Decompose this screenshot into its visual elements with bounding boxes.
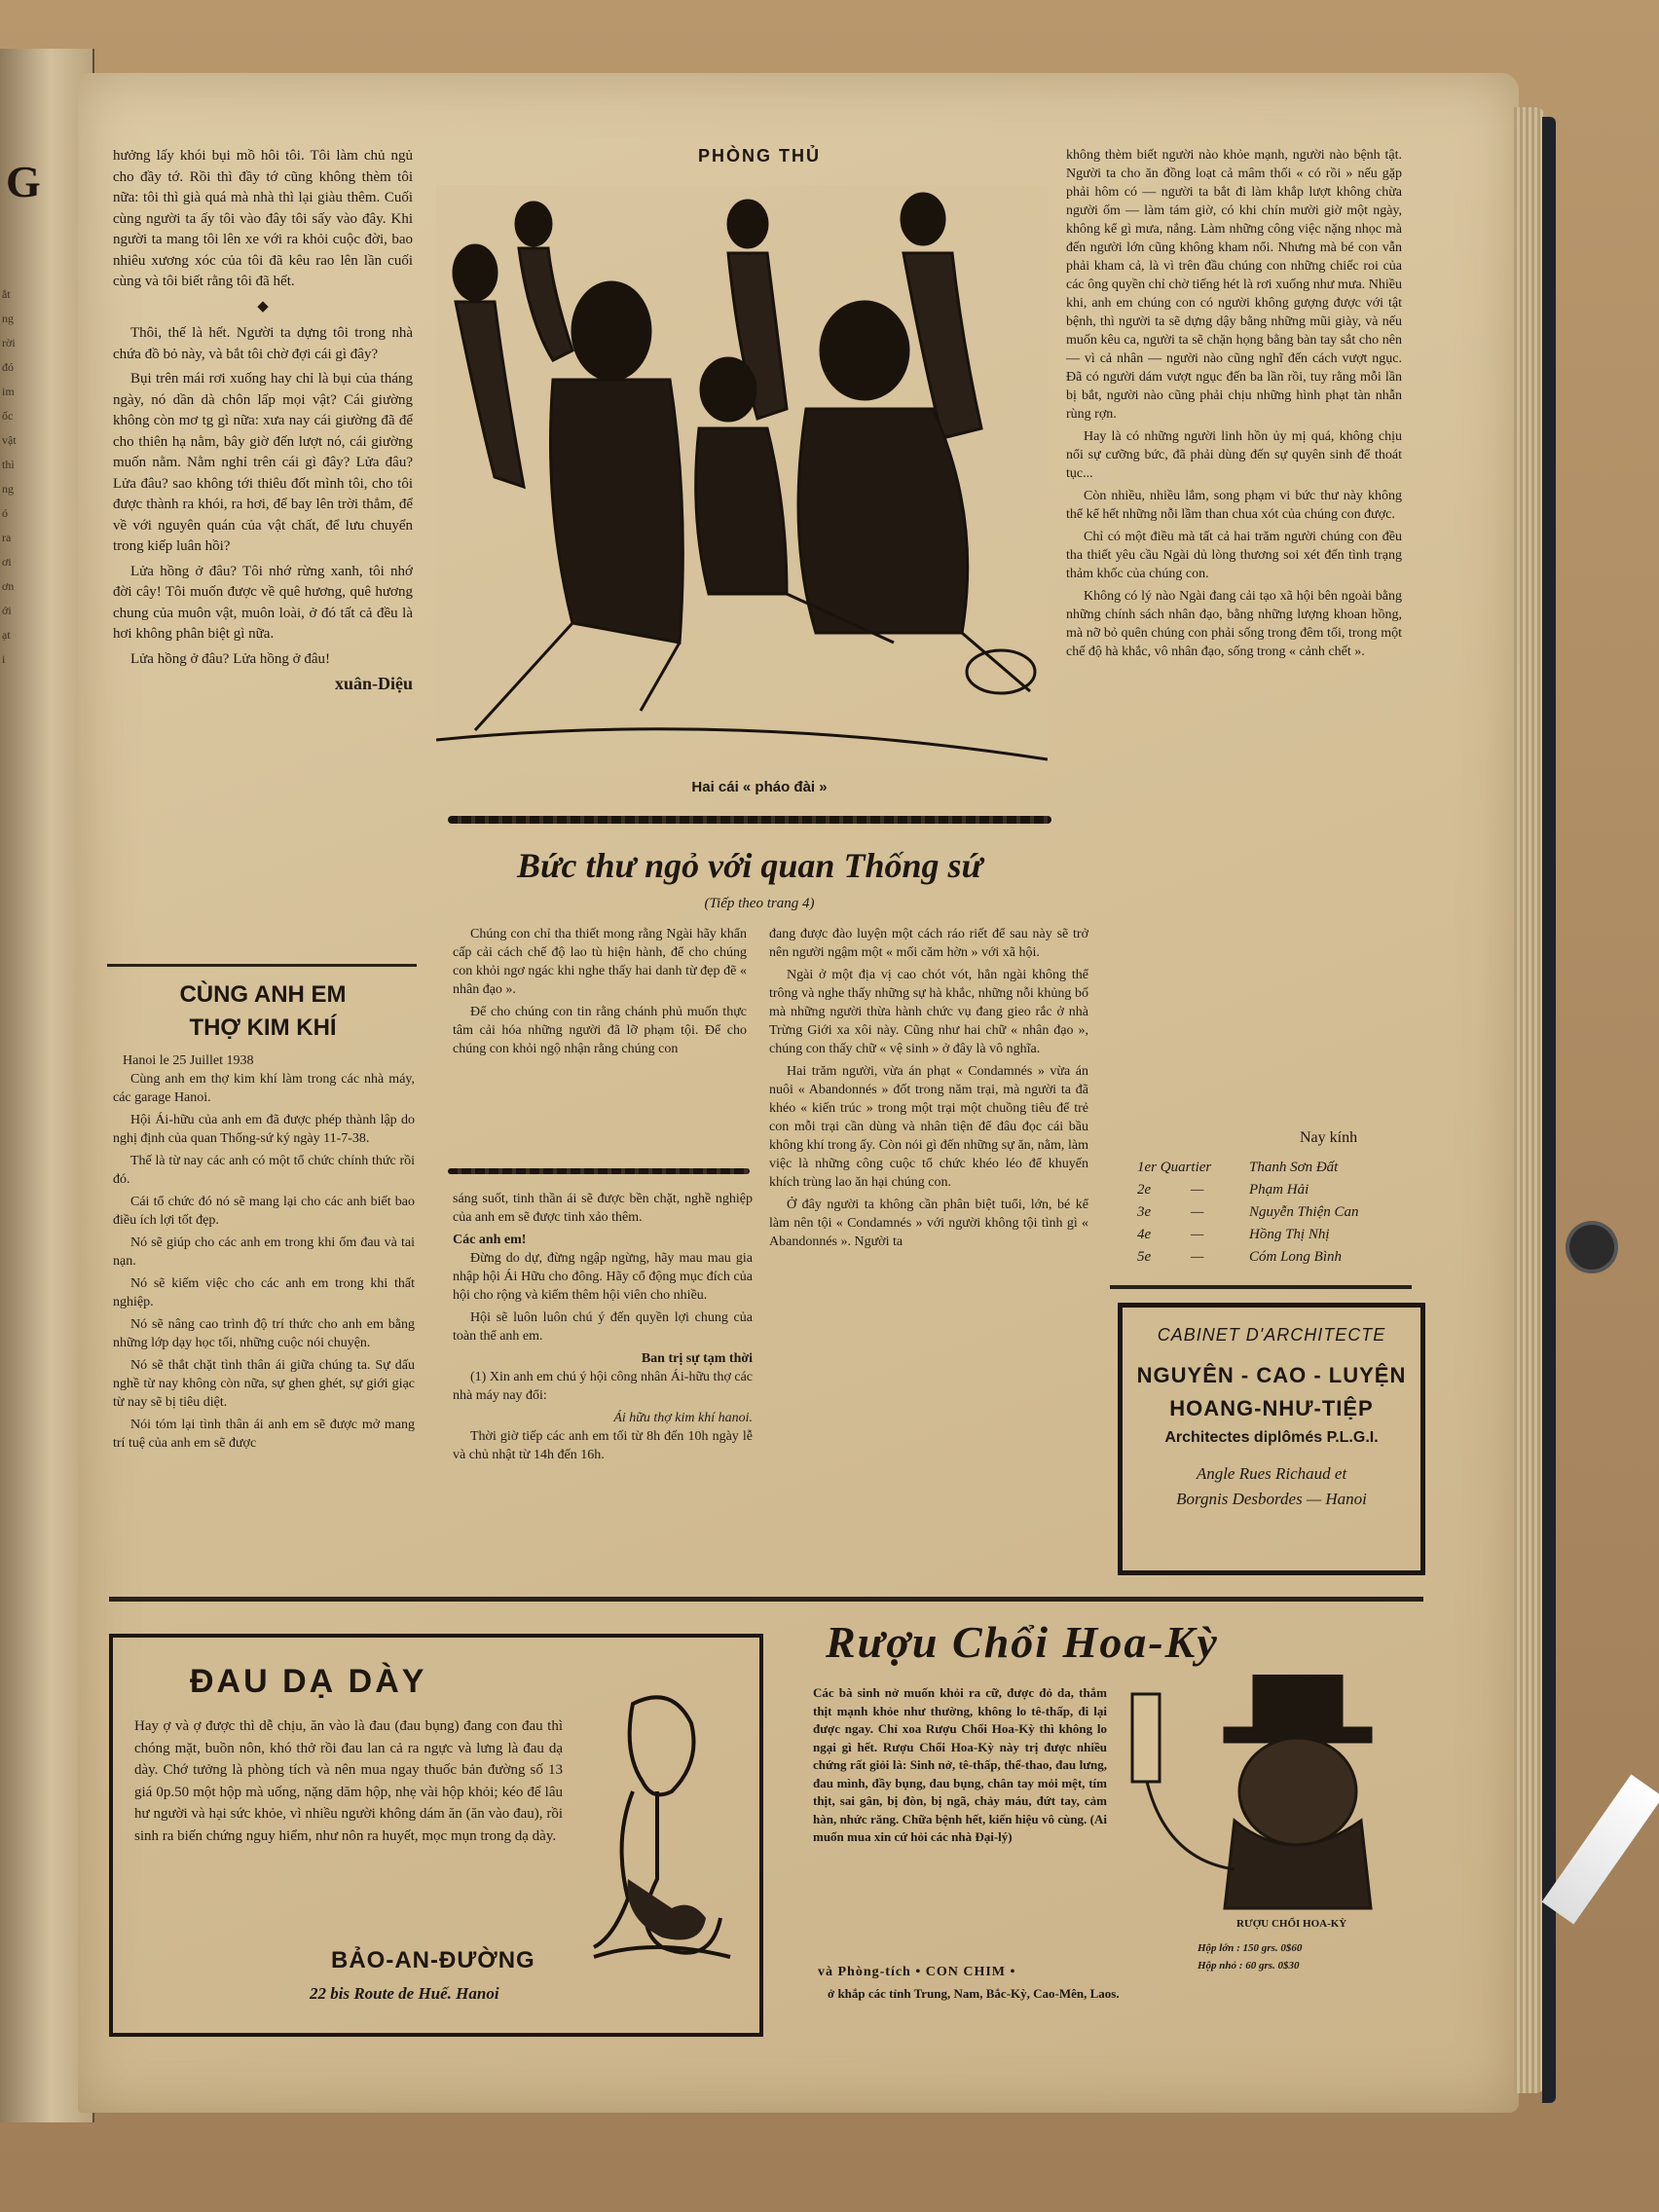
- signer-dash: —: [1191, 1227, 1204, 1242]
- prose-signature: xuân-Diệu: [334, 674, 413, 693]
- architect-line1: CABINET D'ARCHITECTE: [1157, 1325, 1386, 1345]
- letter-paragraph: Chúng con chỉ tha thiết mong rằng Ngài hãy khẩn cấp cải cách chế độ lao tù hiện hành, để cho chúng con khỏi ngơ ngác khi nghe thấy hai danh từ đẹp đẽ « nhân đạo ».: [453, 927, 747, 997]
- kimkhi-title-line2: THỢ KIM KHÍ: [189, 1014, 337, 1041]
- prose-paragraph: Thôi, thế là hết. Người ta dựng tôi trong nhà chứa đồ bỏ này, và bắt tôi chờ đợi cái gì đây?: [113, 325, 413, 362]
- letter-column-a: [453, 925, 747, 1062]
- stomach-ad-title: ĐAU DẠ DÀY: [190, 1663, 427, 1700]
- letter-closing: Nay kính: [1300, 1129, 1358, 1146]
- signer-quarter: 2e: [1137, 1182, 1152, 1198]
- wine-bottle-label: RƯỢU CHỔI HOA-KỲ: [1236, 1918, 1347, 1930]
- signer-quarter: 1er Quartier: [1137, 1160, 1212, 1175]
- stomach-ad-address: 22 bis Route de Huế. Hanoi: [310, 1984, 499, 2003]
- kimkhi-title-line1: CÙNG ANH EM: [179, 981, 347, 1008]
- kimkhi-continued: Hội sẽ luôn luôn chú ý đến quyền lợi chung của toàn thể anh em.: [453, 1310, 753, 1344]
- prose-paragraph: Lửa hồng ở đâu? Lửa hồng ở đâu!: [130, 650, 330, 667]
- signer-dash: —: [1191, 1204, 1204, 1220]
- signer-name: Hồng Thị Nhị: [1249, 1227, 1330, 1242]
- letter-paragraph: đang được đào luyện một cách ráo riết để sau này sẽ trở nên người ngậm một « mối căm hờn » với xã hội.: [769, 927, 1088, 960]
- prose-paragraph: Lửa hồng ở đâu? Tôi nhớ rừng xanh, tôi nhớ đời cây! Tôi muốn được về quê hương, quê hương chung của muôn vật, muôn loài, ở đó tất cả đều là hơi không phân biệt gì nữa.: [113, 563, 413, 642]
- kimkhi-paragraph: Nó sẽ kiếm việc cho các anh em trong khi thất nghiệp.: [113, 1276, 415, 1309]
- signer-quarter: 5e: [1137, 1249, 1152, 1265]
- kimkhi-paragraph: Nó sẽ giúp cho các anh em trong khi ốm đau và tai nạn.: [113, 1235, 415, 1269]
- signer-name: Cóm Long Bình: [1249, 1249, 1343, 1265]
- cartoon-heading: PHÒNG THỦ: [698, 146, 821, 166]
- page-stack-edge: [1514, 107, 1545, 2093]
- signer-name: Phạm Hải: [1249, 1182, 1309, 1198]
- wine-ad-body: Các bà sinh nở muốn khỏi ra cữ, được đỏ da, thắm thịt mạnh khỏe như thường, không lo tê-thấp, đi lại được ngay. Chỉ xoa Rượu Chổi Hoa-Kỳ thì không lo ngại gì hết. Rượu Chổi Hoa-Kỳ này trị được nhiều chứng rất giỏi là: Sinh nở, tê-thấp, thể-thao, đau lưng, đau mình, đầy bụng, đau bụng, chân tay mỏi mệt, tím thịt, sai gân, bị đòn, bị ngã, chảy máu, đứt tay, cảm hàn, nhức răng. Chữa bệnh hết, kiến hiệu vô cùng. (Ai muốn mua xin cứ hỏi các nhà Đại-lý): [813, 1685, 1107, 1844]
- column-wavy-rule: [448, 1168, 750, 1174]
- kimkhi-paragraph: Nói tóm lại tình thân ái anh em sẽ được mở mang trí tuệ của anh em sẽ được: [113, 1418, 415, 1451]
- kimkhi-note: (1) Xin anh em chú ý hội công nhân Ái-hữu thợ các nhà máy nay đổi:: [453, 1370, 753, 1403]
- wine-price-1: Hộp lớn : 150 grs. 0$60: [1198, 1942, 1303, 1954]
- letter-paragraph: Ngài ở một địa vị cao chót vót, hẳn ngài không thể trông và nghe thấy những sự hà khắc, những nỗi khủng bố mà những người thừa hành chức vụ đang gieo rắc ở nhà Trừng Giới xa xôi này. Cũng như hai chữ « nhân đạo », chúng con thấy chữ « vệ sinh » ở đây là vô nghĩa.: [769, 968, 1088, 1056]
- signer-quarter: 4e: [1137, 1227, 1152, 1242]
- cartoon-caption: Hai cái « pháo đài »: [691, 779, 828, 795]
- stomach-ad-illustration: [574, 1684, 740, 1976]
- architect-address1: Angle Rues Richaud et: [1196, 1464, 1347, 1483]
- left-page-text-fragments: ắt ng rời đó im ốc vật thì ng ó ra ơi ơn ới ạt i: [2, 287, 17, 666]
- binder-ring: [1569, 1225, 1614, 1270]
- architect-address2: Borgnis Desbordes — Hanoi: [1176, 1490, 1367, 1508]
- letter-column-b: [769, 925, 1088, 1255]
- kimkhi-paragraph: Cái tổ chức đó nó sẽ mang lại cho các anh biết bao điều ích lợi tốt đẹp.: [113, 1195, 415, 1228]
- kimkhi-paragraph: Thế là từ nay các anh có một tổ chức chính thức rồi đó.: [113, 1154, 415, 1187]
- binder-spine: [1542, 117, 1556, 2103]
- wine-ad-title: Rượu Chổi Hoa-Kỳ: [826, 1617, 1219, 1667]
- signer-row: [1137, 1201, 1419, 1224]
- letter-paragraph: Ở đây người ta không cần phân biệt tuổi, lớn, bé kể làm nên tội « Condamnés » với người không tội tình gì « Abandonnés ». Người ta: [769, 1198, 1088, 1249]
- architect-ad: [1118, 1303, 1425, 1575]
- kimkhi-subhead: Các anh em!: [453, 1233, 527, 1247]
- signer-quarter: 3e: [1137, 1204, 1152, 1220]
- letter-signers: [1137, 1157, 1419, 1269]
- letter-column-c: [1066, 146, 1402, 665]
- kimkhi-paragraph: Hội Ái-hữu của anh em đã được phép thành lập do nghị định của quan Thống-sứ ký ngày 11-7-38.: [113, 1113, 415, 1146]
- kimkhi-note-name: Ái hữu thợ kim khí hanoi.: [613, 1411, 753, 1425]
- divider-line: [1110, 1285, 1412, 1289]
- architect-diploma: Architectes diplômés P.L.G.I.: [1164, 1429, 1379, 1446]
- kimkhi-paragraph: Nó sẽ thắt chặt tình thân ái giữa chúng ta. Sự dấu nghề từ nay không còn nữa, sự ghen ghét, sự giới giạc từ nay sẽ bị tiêu diệt.: [113, 1358, 415, 1410]
- signer-name: Nguyễn Thiện Can: [1249, 1204, 1359, 1220]
- wine-ad-agents2: ở khắp các tỉnh Trung, Nam, Bắc-Kỳ, Cao-Mên, Laos.: [828, 1986, 1120, 2001]
- prose-paragraph: Bụi trên mái rơi xuống hay chỉ là bụi của tháng ngày, nó dần dà chôn lấp mọi vật? Cái giường không còn mơ tg gì nữa: xưa nay cái giường đã để cho thiên hạ nằm, bây giờ đến lượt nó, cái giường muốn nằm. Nằm nghỉ trên cái gì đây? Lửa đâu? Lửa đâu? sao không tới thiêu đốt mình tôi, cho tôi được thành ra khói, ra hơi, để bay lên trời thẳm, để về với nguyên quán của vật chất, để lưu chuyển trong kiếp luân hồi?: [113, 371, 413, 554]
- letter-title: Bức thư ngỏ với quan Thống sứ: [516, 846, 983, 885]
- stomach-ad-body: Hay ợ và ợ được thì dễ chịu, ăn vào là đau (đau bụng) đang con đau thì chóng mặt, buồn nôn, khó thở rồi đau lan cả ra ngực và lưng là đau dạ dày. Chớ tưởng là phòng tích và nên mua ngay thuốc bản đường số 13 giá 0p.50 một hộp mà uống, nặng dăm hộp, nhẹ vài hộp khỏi; kéo để lâu hư người và hại sức khỏe, vì nhiều người không dám ăn (ăn vào đau), rồi sinh ra biến chứng nguy hiểm, như nôn ra huyết, mọc mụn trong dạ dày.: [134, 1718, 563, 1844]
- kimkhi-continued: sáng suốt, tinh thần ái sẽ được bền chặt, nghề nghiệp của anh em sẽ được tinh xảo thêm.: [453, 1192, 753, 1225]
- wine-ad-illustration: [1127, 1675, 1419, 1918]
- kimkhi-date: Hanoi le 25 Juillet 1938: [123, 1053, 254, 1068]
- signer-dash: —: [1191, 1182, 1204, 1198]
- prose-column: [113, 146, 413, 695]
- prose-intro: hưởng lấy khói bụi mồ hôi tôi. Tôi làm chủ ngủ cho đầy tớ. Rồi thì đầy tớ cũng không thèm tôi nữa: tôi thì già quá mà nhà thì lại giàu thêm. Cuối cùng người ta ấy tôi vào đây tôi sấy vào đây. Khi người ta mang tôi lên xe với ra khỏi cuộc đời, bao nhiêu xương xóc của tôi đã kêu rao lên lần cuối cùng và tôi biết rằng tôi đã hết.: [113, 148, 413, 289]
- architect-name1: NGUYÊN - CAO - LUYỆN: [1136, 1363, 1407, 1387]
- kimkhi-column: [113, 1051, 415, 1456]
- cartoon-wavy-rule: [448, 816, 1051, 824]
- letter-paragraph: không thèm biết người nào khỏe mạnh, người nào bệnh tật. Người ta cho ăn đồng loạt cả mâm thối « có rồi » nếu gặp phải hôm có — người ta bắt đi làm khắp lượt không chừa người ốm — làm tám giờ, có khi chín mười giờ một ngày, không kể gì mưa, nắng. Làm những công việc nặng nhọc mà đến người lớn cũng không kham nổi. Nhưng mà bé con vẫn phải kham cả, là vì trên đầu chúng con những chiếc roi của các ông quyền chỉ chờ tiếng hét là rơi xuống như mưa. Nhiều khi, anh em chúng con có người không gượng được với tật bệnh, thì người ta sẽ dựng dậy bằng những mũi giày, và nếu muốn kêu ca, người ta sẽ chặn họng bằng bàn tay sắt cho nên — vì cả nhân — người nào cũng nghĩ đến cách vượt ngục. Đã có người dám vượt ngục đến ba lần rồi, tuy rằng mỗi lần bị bắt, người nào cũng phải chịu những hình phạt tàn nhẫn rùng rợn.: [1066, 148, 1402, 422]
- kimkhi-continued-column: [453, 1190, 753, 1468]
- stomach-ad-brand: BẢO-AN-ĐƯỜNG: [331, 1947, 535, 1973]
- kimkhi-continued: Đừng do dự, đừng ngập ngừng, hãy mau mau gia nhập hội Ái Hữu cho đông. Hãy cổ động mục đích của hội cho rộng và kiếm thêm hội viên cho nhiều.: [453, 1251, 753, 1303]
- letter-paragraph: Hay là có những người linh hồn ủy mị quá, không chịu nổi sự cưỡng bức, đã phải dùng đến sự quyên sinh để thoát tục...: [1066, 429, 1402, 481]
- architect-name2: HOANG-NHƯ-TIỆP: [1169, 1396, 1374, 1420]
- kimkhi-title: [113, 978, 413, 1045]
- wine-ad-agents: và Phòng-tích • CON CHIM •: [818, 1965, 1016, 1979]
- signer-name: Thanh Sơn Đất: [1249, 1160, 1339, 1175]
- letter-paragraph: Hai trăm người, vừa án phạt « Condamnés » vừa án nuôi « Abandonnés » đốt trong năm trại, mà người ta đã khéo « kiến trúc » trong một trại một chuồng tiêu để trẻ con mỗi trại cần dùng và nhân tiện để đâu đọc cái bầu không khí trong ấy. Còn nói gì đến những sự ăn, nằm, làm việc là những công cuộc tổ chức khéo léo để khuyến khích trùng lao ăn hại chúng con.: [769, 1064, 1088, 1190]
- pen-object: [1542, 1774, 1659, 1924]
- kimkhi-hours: Thời giờ tiếp các anh em tối từ 8h đến 10h ngày lễ và chủ nhật từ 14h đến 16h.: [453, 1429, 753, 1462]
- kimkhi-board: Ban trị sự tạm thời: [641, 1351, 753, 1366]
- letter-continued-note: (Tiếp theo trang 4): [704, 896, 815, 911]
- letter-paragraph: Để cho chúng con tin rằng chánh phủ muốn thực tâm cải hóa những người đã lỡ phạm tội. Để cho chúng con khỏi ngộ nhận rằng chúng con: [453, 1005, 747, 1056]
- signer-dash: —: [1191, 1249, 1204, 1265]
- section-divider: [109, 1597, 1423, 1602]
- kimkhi-paragraph: Nó sẽ nâng cao trình độ trí thức cho anh em bằng những lớp dạy học tối, những cuộc nói chuyện.: [113, 1317, 415, 1350]
- letter-paragraph: Không có lý nào Ngài đang cải tạo xã hội bên ngoài bằng những chính sách nhân đạo, bằng những lượng khoan hồng, mà nỡ bỏ quên chúng con phải sống trong đêm tối, trong một chế độ hà khắc, vô nhân đạo, sống trong « cảnh chết ».: [1066, 589, 1402, 659]
- signer-row: [1137, 1246, 1419, 1269]
- kimkhi-paragraph: Cùng anh em thợ kim khí làm trong các nhà máy, các garage Hanoi.: [113, 1072, 415, 1105]
- signer-row: [1137, 1179, 1419, 1201]
- divider-line: [107, 964, 417, 967]
- ornament-diamond: ◆: [257, 298, 269, 314]
- left-page-letter: G: [6, 157, 41, 206]
- letter-paragraph: Chỉ có một điều mà tất cả hai trăm người chúng con đều tha thiết yêu cầu Ngài dủ lòng thương soi xét đến tình trạng thảm khốc của chúng con.: [1066, 530, 1402, 581]
- cartoon-illustration: [436, 185, 1048, 769]
- wine-price-2: Hộp nhỏ : 60 grs. 0$30: [1198, 1960, 1300, 1972]
- signer-row: [1137, 1224, 1419, 1246]
- letter-paragraph: Còn nhiều, nhiều lắm, song phạm vi bức thư này không thể kể hết những nỗi lầm than chua xót của chúng con được.: [1066, 489, 1402, 522]
- signer-row: [1137, 1157, 1419, 1179]
